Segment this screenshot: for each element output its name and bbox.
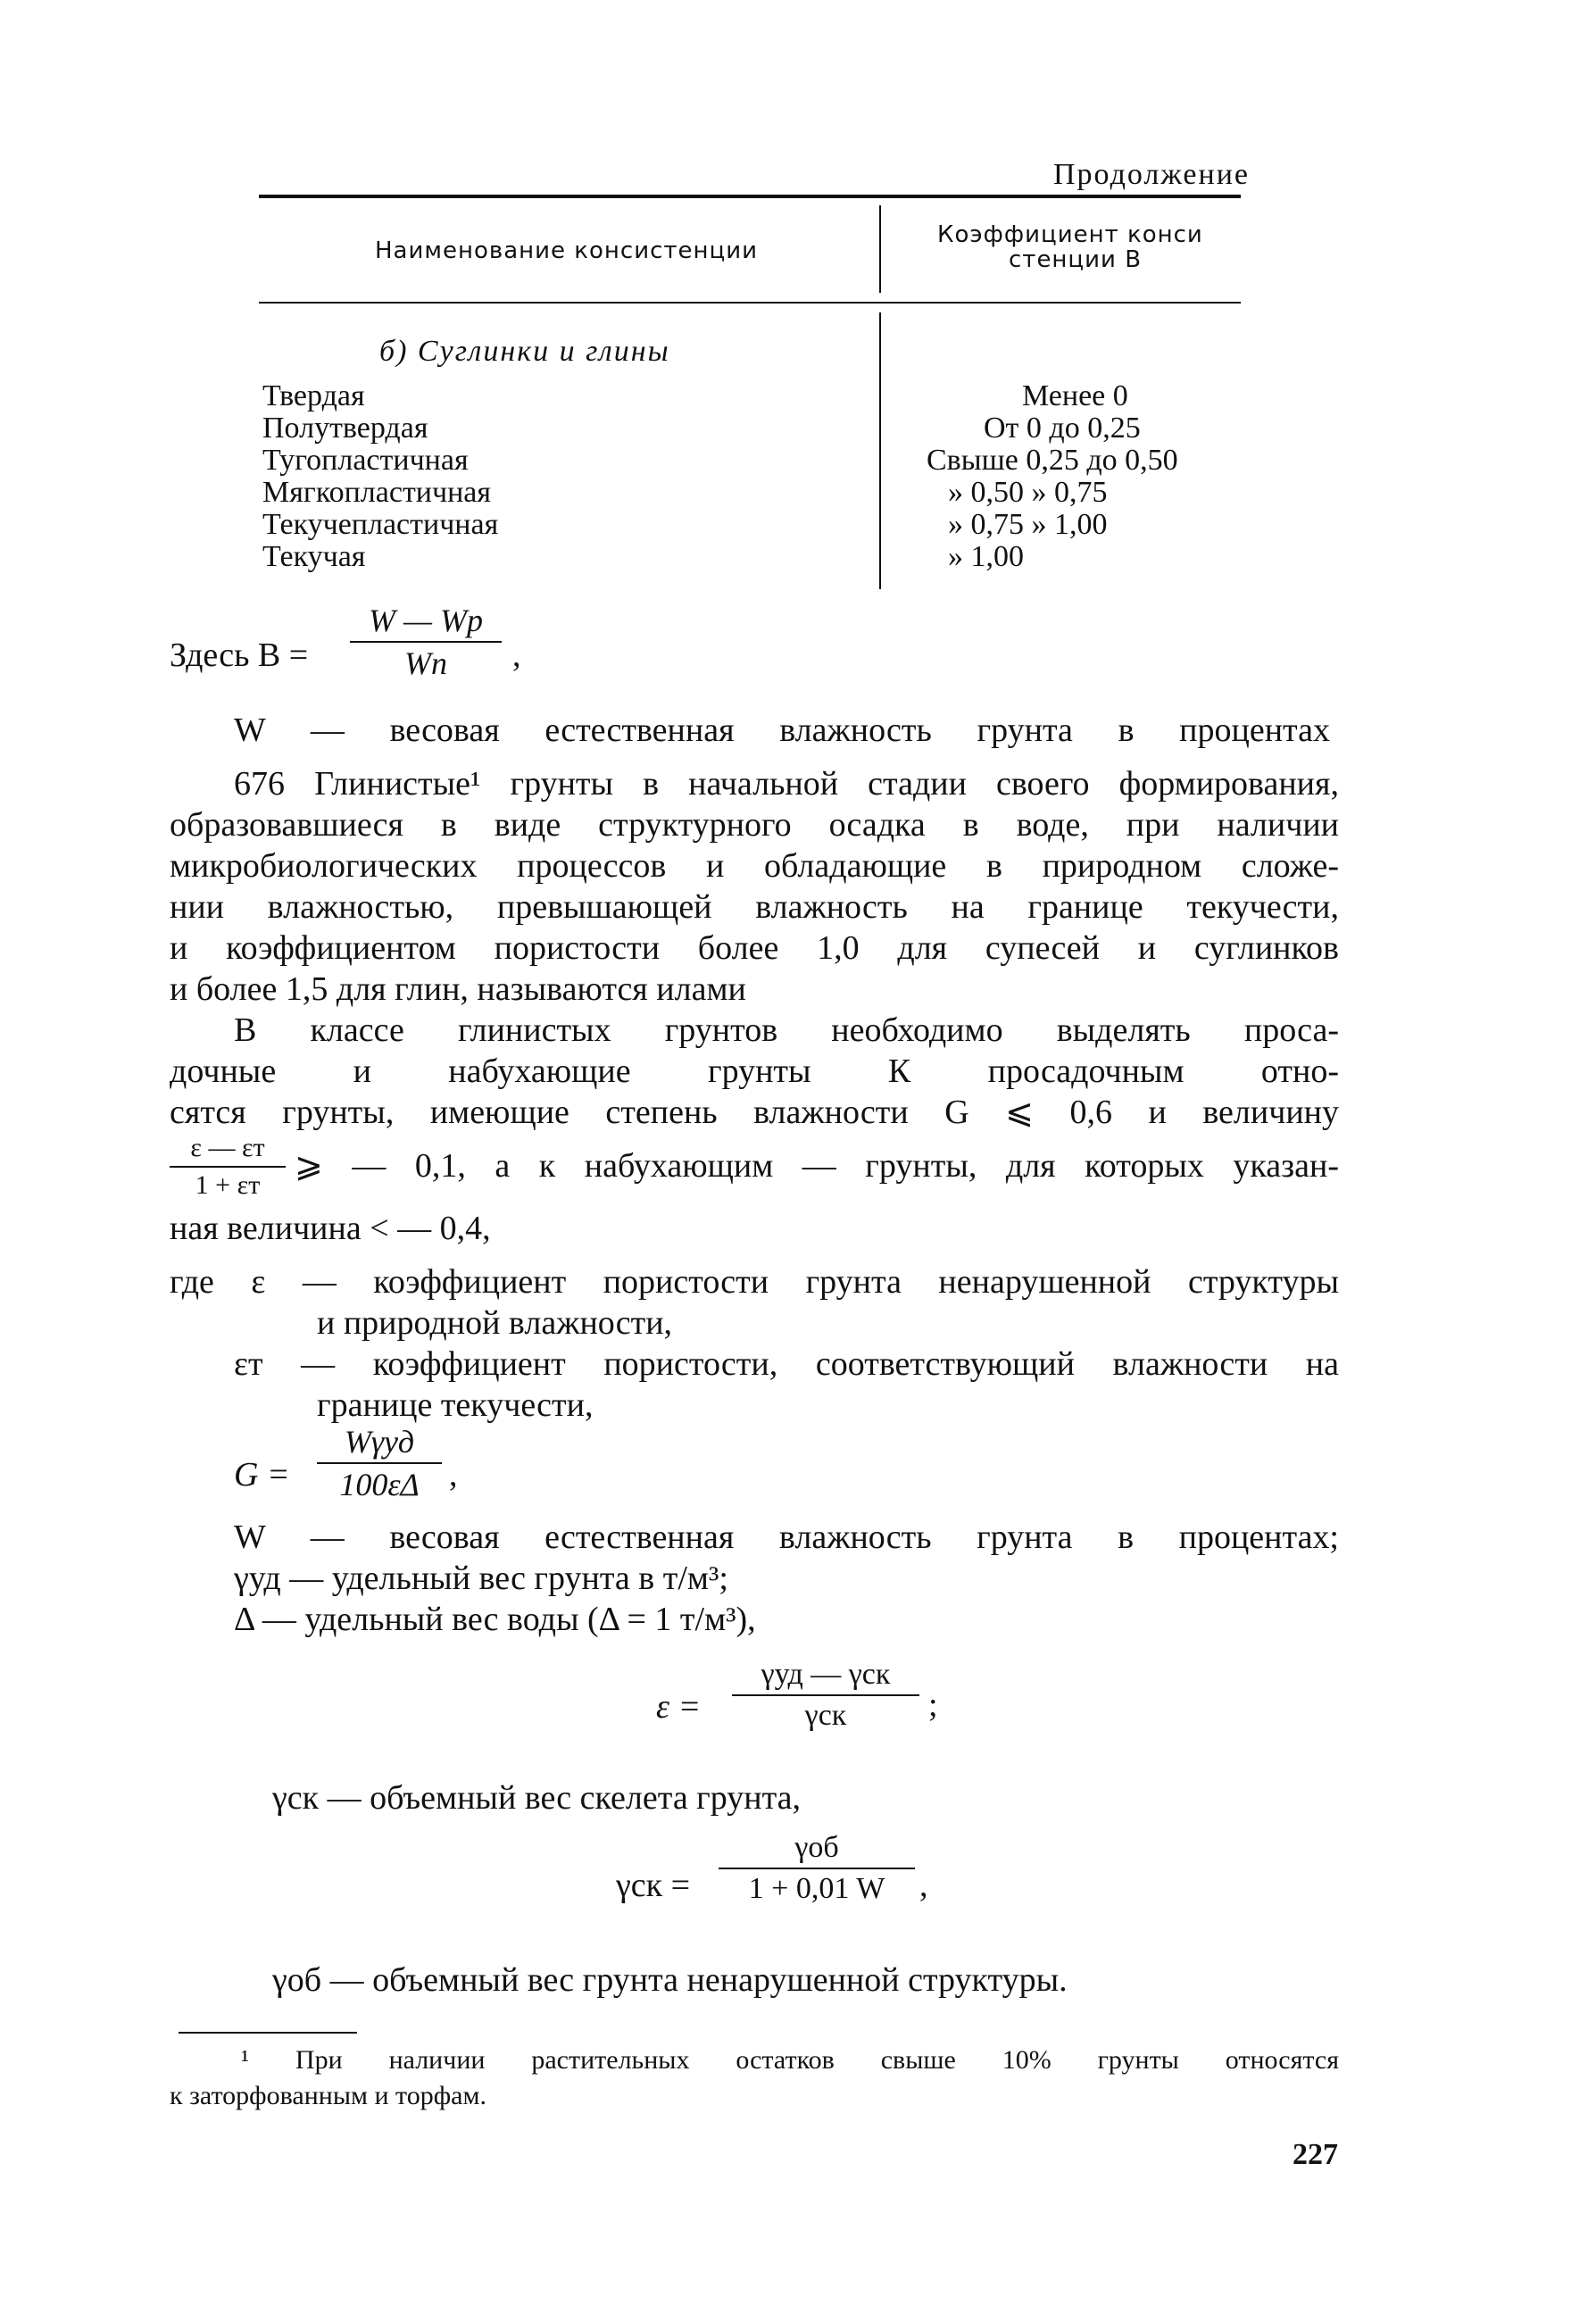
ratio-numerator: ε — εт [190, 1133, 265, 1162]
eps-definition-line2: и природной влажности, [317, 1304, 673, 1342]
para-676-line: и более 1,5 для глин, называются илами [170, 970, 746, 1008]
table-row-value: » 1,00 [948, 540, 1024, 573]
ratio-end: ная величина < — 0,4, [170, 1210, 491, 1247]
formula-eps-numerator: γуд — γск [761, 1658, 891, 1691]
footnote-line2: к заторфованным и торфам. [170, 2081, 486, 2110]
table-row-name: Полутвердая [262, 412, 428, 445]
table-row-value: » 0,50 » 0,75 [948, 476, 1108, 509]
formula-g-suffix: , [449, 1456, 458, 1493]
table-row-name: Текучая [262, 540, 366, 573]
formula-gsk-denominator: 1 + 0,01 W [748, 1872, 885, 1905]
fraction-bar [350, 641, 502, 643]
formula-gsk-prefix: γск = [616, 1867, 691, 1904]
w-definition: W — весовая естественная влажность грунта в процентах [234, 711, 1330, 749]
table-header-rule [259, 302, 1241, 304]
fraction-bar [170, 1166, 286, 1168]
para-676-line: микробиологических процессов и обладающие в природном сложе- [170, 847, 1339, 885]
table-row-value: » 0,75 » 1,00 [948, 508, 1108, 541]
page-number: 227 [1293, 2138, 1338, 2171]
formula-g-fraction [317, 1423, 442, 1503]
formula-b-suffix: , [512, 636, 521, 674]
footnote-line1: ¹ При наличии растительных остатков свыше 10% грунты относятся [241, 2045, 1339, 2075]
footnote-rule [179, 2032, 357, 2034]
gamma-sk-definition: γск — объемный вес скелета грунта, [272, 1779, 802, 1817]
fraction-bar [732, 1694, 919, 1696]
para-676-line: 676 Глинистые¹ грунты в начальной стадии своего формирования, [234, 765, 1339, 803]
table-row-value: Свыше 0,25 до 0,50 [927, 444, 1178, 477]
fraction-bar [317, 1462, 442, 1464]
formula-g-numerator: Wγуд [344, 1424, 415, 1460]
table-row-name: Тугопластичная [262, 444, 469, 477]
table-row-value: От 0 до 0,25 [984, 412, 1141, 445]
para-class-line: В классе глинистых грунтов необходимо выделять проса- [234, 1011, 1339, 1049]
eps-t-definition-line2: границе текучести, [317, 1386, 594, 1424]
eps-t-definition-line1: εт — коэффициент пористости, соответствующий влажности на [234, 1345, 1339, 1383]
continuation-label: Продолжение [1053, 158, 1251, 191]
w-definition-2: W — весовая естественная влажность грунта в процентах; [234, 1518, 1339, 1556]
table-col1-header: Наименование консистенции [375, 237, 759, 264]
ratio-rest: ⩾ — 0,1, а к набухающим — грунты, для которых указан- [295, 1147, 1339, 1185]
table-row-name: Твердая [262, 379, 365, 412]
para-676-line: и коэффициентом пористости более 1,0 для супесей и суглинков [170, 929, 1339, 967]
formula-g-denominator: 100εΔ [339, 1467, 420, 1502]
table-row-name: Текучепластичная [262, 508, 499, 541]
table-row-name: Мягкопластичная [262, 476, 492, 509]
table-section-title: б) Суглинки и глины [379, 335, 670, 368]
formula-b-numerator: W — Wр [369, 603, 483, 638]
formula-g-prefix: G = [234, 1456, 290, 1493]
ratio-denominator: 1 + εт [195, 1170, 261, 1200]
table-header-divider [879, 205, 881, 293]
para-class-line: сятся грунты, имеющие степень влажности G ⩽ 0,6 и величину [170, 1094, 1339, 1131]
ratio-fraction [170, 1132, 286, 1202]
delta-definition: Δ — удельный вес воды (Δ = 1 т/м³), [234, 1601, 756, 1638]
para-class-line: дочные и набухающие грунты К просадочным отно- [170, 1052, 1339, 1090]
table-body-divider [879, 312, 881, 589]
gamma-ud-definition: γуд — удельный вес грунта в т/м³; [234, 1560, 728, 1597]
para-676-line: нии влажностью, превышающей влажность на границе текучести, [170, 888, 1339, 926]
fraction-bar [719, 1868, 915, 1869]
formula-eps-prefix: ε = [656, 1688, 702, 1726]
formula-b-fraction [350, 602, 502, 682]
formula-eps-suffix: ; [928, 1686, 938, 1724]
formula-eps-denominator: γск [804, 1699, 847, 1732]
formula-gsk-numerator: γоб [794, 1831, 839, 1864]
eps-definition-line1: где ε — коэффициент пористости грунта ненарушенной структуры [170, 1263, 1339, 1301]
formula-b-prefix: Здесь B = [170, 636, 309, 674]
formula-gsk-fraction [719, 1830, 915, 1907]
formula-b-denominator: Wп [404, 645, 447, 681]
table-col2-header-line1: Коэффициент конси [937, 221, 1203, 248]
table-row-value: Менее 0 [1022, 379, 1128, 412]
para-676-line: образовавшиеся в виде структурного осадка в воде, при наличии [170, 806, 1339, 844]
formula-eps-fraction [732, 1657, 919, 1734]
gamma-ob-definition: γоб — объемный вес грунта ненарушенной структуры. [272, 1961, 1068, 1999]
formula-gsk-suffix: , [919, 1867, 928, 1904]
table-top-rule [259, 195, 1241, 198]
table-col2-header-line2: стенции B [1009, 246, 1143, 273]
